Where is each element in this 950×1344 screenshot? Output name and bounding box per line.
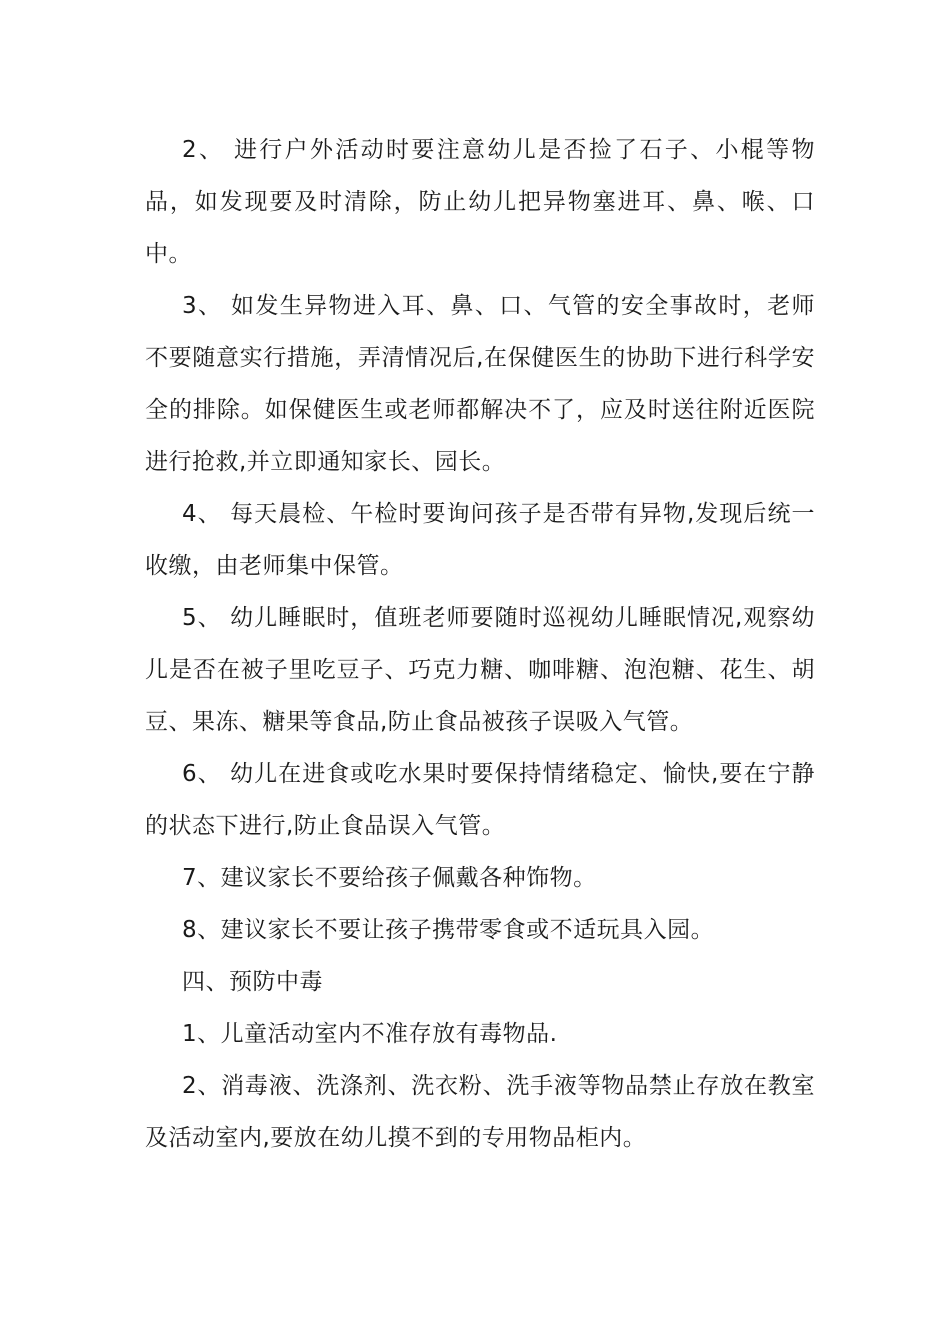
paragraph-item-6: 6、 幼儿在进食或吃水果时要保持情绪稳定、愉快,要在宁静的状态下进行,防止食品误入气管。 — [145, 761, 815, 839]
paragraph-item-7: 7、建议家长不要给孩子佩戴各种饰物。 — [182, 865, 597, 891]
section-heading-poison-prevention: 四、预防中毒 — [182, 969, 323, 995]
paragraph-item-3: 3、 如发生异物进入耳、鼻、口、气管的安全事故时，老师不要随意实行措施，弄清情况后,在保健医生的协助下进行科学安全的排除。如保健医生或老师都解决不了，应及时送往附近医院进行抢救,并立即通知家长、园长。 — [145, 293, 815, 475]
paragraph-item-5: 5、 幼儿睡眠时，值班老师要随时巡视幼儿睡眠情况,观察幼儿是否在被子里吃豆子、巧克力糖、咖啡糖、泡泡糖、花生、胡豆、果冻、糖果等食品,防止食品被孩子误吸入气管。 — [145, 605, 815, 735]
paragraph-item-8: 8、建议家长不要让孩子携带零食或不适玩具入园。 — [182, 917, 715, 943]
paragraph-item-2: 2、 进行户外活动时要注意幼儿是否捡了石子、小棍等物品，如发现要及时清除，防止幼儿把异物塞进耳、鼻、喉、口中。 — [145, 137, 815, 267]
paragraph-poison-item-1: 1、儿童活动室内不准存放有毒物品. — [182, 1021, 558, 1047]
document-body — [145, 124, 815, 1164]
paragraph-item-4: 4、 每天晨检、午检时要询问孩子是否带有异物,发现后统一收缴，由老师集中保管。 — [145, 501, 815, 579]
paragraph-poison-item-2: 2、消毒液、洗涤剂、洗衣粉、洗手液等物品禁止存放在教室及活动室内,要放在幼儿摸不到的专用物品柜内。 — [145, 1073, 815, 1151]
